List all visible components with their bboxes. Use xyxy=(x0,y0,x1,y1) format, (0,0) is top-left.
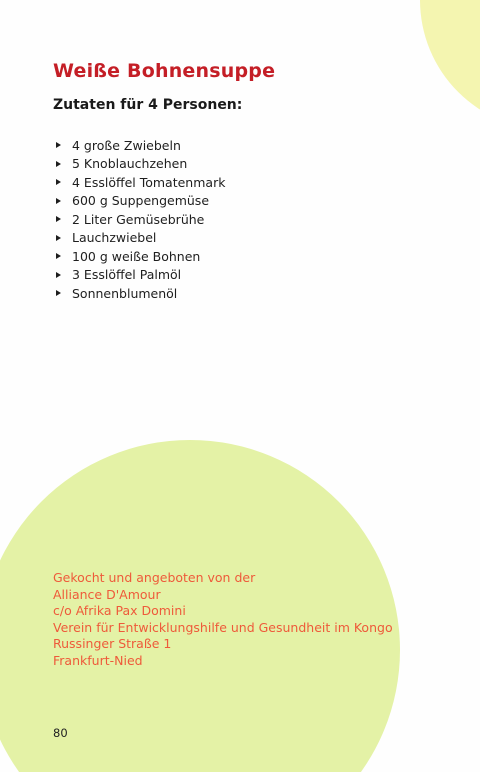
bullet-arrow-icon xyxy=(56,290,61,296)
ingredient-item xyxy=(56,284,225,303)
credit-line: Russinger Straße 1 xyxy=(53,636,172,651)
ingredient-item xyxy=(56,229,225,248)
ingredient-item xyxy=(56,155,225,174)
page-number: 80 xyxy=(53,726,68,740)
ingredient-text: 100 g weiße Bohnen xyxy=(72,248,201,264)
bullet-arrow-icon xyxy=(56,272,61,278)
ingredient-text: 2 Liter Gemüsebrühe xyxy=(72,211,205,227)
bullet-arrow-icon xyxy=(56,179,61,185)
credits-block xyxy=(53,570,393,669)
credit-line: Gekocht und angeboten von der xyxy=(53,570,256,585)
ingredient-text: Sonnenblumenöl xyxy=(72,285,178,301)
recipe-title: Weiße Bohnensuppe xyxy=(53,60,276,82)
credit-line: Alliance D'Amour xyxy=(53,586,161,602)
credit-line: Frankfurt-Nied xyxy=(53,652,143,668)
ingredient-text: 4 große Zwiebeln xyxy=(72,137,181,153)
ingredient-text: Lauchzwiebel xyxy=(72,230,157,246)
bullet-arrow-icon xyxy=(56,235,61,241)
ingredient-item xyxy=(56,192,225,211)
ingredient-list xyxy=(56,136,225,303)
credit-line: c/o Afrika Pax Domini xyxy=(53,603,186,618)
bullet-arrow-icon xyxy=(56,198,61,204)
bullet-arrow-icon xyxy=(56,216,61,222)
ingredient-item xyxy=(56,173,225,192)
ingredients-heading: Zutaten für 4 Personen: xyxy=(53,97,243,113)
ingredient-item xyxy=(56,210,225,229)
ingredient-item xyxy=(56,247,225,266)
credit-line: Verein für Entwicklungshilfe und Gesundheit im Kongo xyxy=(53,619,393,635)
ingredient-item xyxy=(56,136,225,155)
bullet-arrow-icon xyxy=(56,161,61,167)
bullet-arrow-icon xyxy=(56,142,61,148)
ingredient-text: 5 Knoblauchzehen xyxy=(72,156,188,172)
ingredient-item xyxy=(56,266,225,285)
ingredient-text: 600 g Suppengemüse xyxy=(72,193,210,209)
ingredient-text: 3 Esslöffel Palmöl xyxy=(72,267,182,283)
ingredient-text: 4 Esslöffel Tomatenmark xyxy=(72,174,226,190)
decorative-circle-top xyxy=(420,0,480,130)
bullet-arrow-icon xyxy=(56,253,61,259)
